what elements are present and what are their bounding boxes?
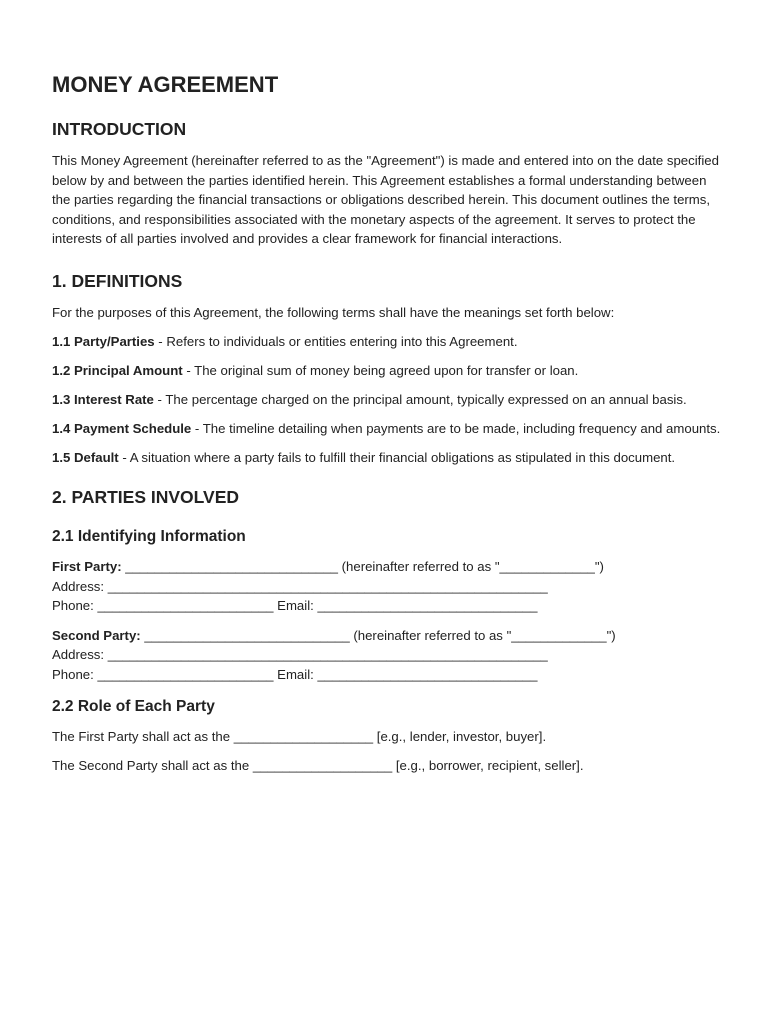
second-party-line — [52, 626, 722, 646]
definition-item — [52, 332, 722, 352]
definition-item — [52, 419, 722, 439]
identifying-information-heading: 2.1 Identifying Information — [52, 528, 246, 545]
first-party-role: The First Party shall act as the ___________________ [e.g., lender, investor, buyer]. — [52, 729, 547, 744]
parties-heading: 2. PARTIES INVOLVED — [52, 487, 240, 507]
definition-desc: - Refers to individuals or entities entering into this Agreement. — [154, 333, 518, 349]
definition-desc: - A situation where a party fails to fulfill their financial obligations as stipulated in this document. — [118, 449, 676, 465]
second-party-label: Second Party: — [52, 627, 141, 643]
definition-term: 1.1 Party/Parties — [52, 333, 155, 349]
second-party-name-field: ____________________________ (hereinafter referred to as "_____________") — [140, 627, 616, 643]
definition-term: 1.4 Payment Schedule — [52, 420, 192, 436]
second-party-phone-email-field: Phone: ________________________ Email: ______________________________ — [52, 666, 538, 682]
first-party-address-field: Address: ____________________________________________________________ — [52, 578, 548, 594]
definition-term: 1.2 Principal Amount — [52, 362, 183, 378]
role-heading: 2.2 Role of Each Party — [52, 698, 215, 715]
definition-desc: - The timeline detailing when payments are to be made, including frequency and amounts. — [191, 420, 721, 436]
first-party-line — [52, 557, 722, 577]
document-body — [52, 70, 722, 785]
introduction-heading: INTRODUCTION — [52, 119, 187, 139]
second-party-role: The Second Party shall act as the ___________________ [e.g., borrower, recipient, seller]. — [52, 758, 584, 773]
definition-item — [52, 361, 722, 381]
second-party-block — [52, 626, 722, 685]
introduction-paragraph: This Money Agreement (hereinafter referred to as the "Agreement") is made and entered into on the date specified below by and between the parties identified herein. This Agreement establishes a formal understanding between the parties regarding the financial transactions or obligations described herein. This document outlines the terms, conditions, and responsibilities associated with the monetary aspects of the agreement. It serves to protect the interests of all parties involved and provides a clear framework for financial interactions. — [52, 153, 719, 246]
definition-item — [52, 390, 722, 410]
first-party-label: First Party: — [52, 559, 122, 574]
definitions-heading: 1. DEFINITIONS — [52, 270, 183, 291]
definitions-lead: For the purposes of this Agreement, the following terms shall have the meanings set forth below: — [52, 304, 615, 320]
definition-desc: - The percentage charged on the principal amount, typically expressed on an annual basis. — [153, 391, 687, 407]
definition-item — [52, 448, 722, 468]
definition-desc: - The original sum of money being agreed upon for transfer or loan. — [182, 362, 579, 378]
second-party-address-field: Address: ____________________________________________________________ — [52, 647, 548, 662]
first-party-phone-email-field: Phone: ________________________ Email: ______________________________ — [52, 598, 538, 613]
definition-term: 1.5 Default — [52, 449, 119, 465]
first-party-block — [52, 557, 722, 616]
document-title: MONEY AGREEMENT — [52, 72, 279, 97]
definition-term: 1.3 Interest Rate — [52, 391, 154, 407]
first-party-name-field: _____________________________ (hereinafter referred to as "_____________") — [121, 559, 604, 574]
